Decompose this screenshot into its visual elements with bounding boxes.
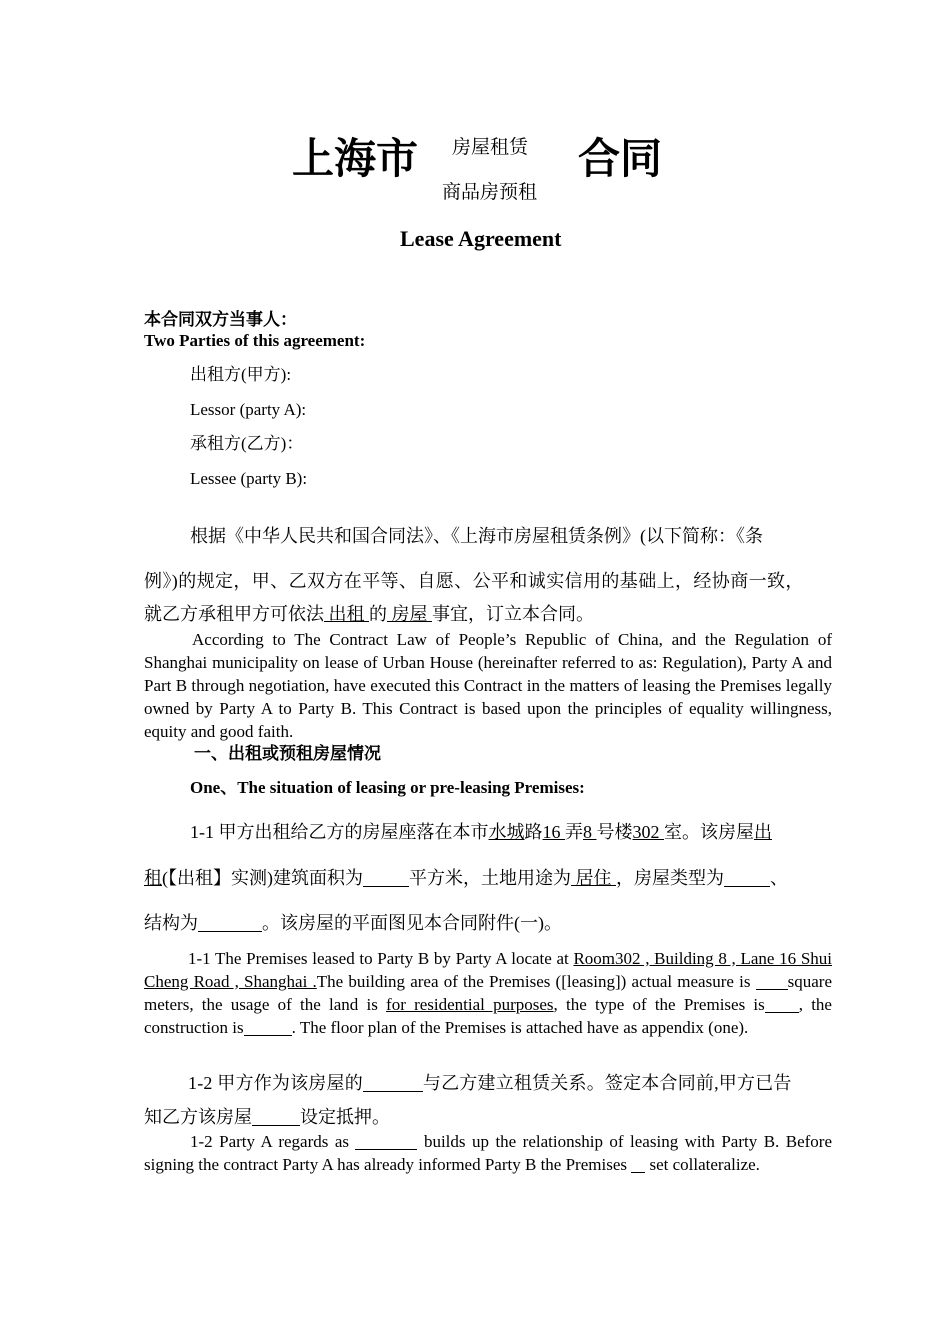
- type-en-blank: [765, 995, 799, 1013]
- identity-blank: [363, 1073, 423, 1092]
- clause1-1-cn-k: 。该房屋的平面图见本合同附件(一)。: [262, 913, 562, 933]
- area-en-blank: [756, 972, 788, 990]
- lessee-label-cn: 承租方(乙方)：: [190, 434, 304, 453]
- section1-heading-en: One、The situation of leasing or pre-leasing Premises:: [190, 778, 585, 797]
- title-english: Lease Agreement: [400, 226, 562, 251]
- road-name: 水城: [488, 822, 525, 842]
- clause1-2-cn-c: 知乙方该房屋: [144, 1107, 252, 1127]
- clause1-2-en-a: 1-2 Party A regards as: [190, 1132, 356, 1151]
- clause1-1-cn-g: 平方米，土地用途为: [409, 868, 571, 888]
- clause1-1-cn-d: 号楼: [596, 822, 633, 842]
- intro-cn-line3-c: 事宜，订立本合同。: [432, 604, 594, 624]
- structure-blank: [198, 913, 262, 932]
- clause1-1-cn-line1: [190, 822, 772, 843]
- clause1-1-cn-e: 室。该房屋: [664, 822, 754, 842]
- lane-number: 16: [542, 822, 565, 842]
- clause1-1-cn-a: 1-1 甲方出租给乙方的房屋座落在本市: [190, 822, 489, 842]
- intro-en-paragraph: According to The Contract Law of People’s Republic of China, and the Regulation of Shanghai municipality on lease of Urban House (hereinafter referred to as: Regulation), Party A and Part B through negotiation, have executed this Contract in the matters of leasing the Premises legally owned by Party A to Party B. This Contract is based upon the principles of equality willingness, equity and good faith.: [144, 630, 832, 741]
- clause1-1-cn-i: 、: [770, 868, 788, 888]
- title-option-prelease: 商品房预租: [442, 182, 538, 203]
- clause1-1-en-f: . The floor plan of the Premises is attached have as appendix (one).: [291, 1018, 749, 1037]
- premises-address: Room302 , Building 8 , Lane 16 Shui Cheng Road , Shanghai .: [144, 949, 832, 991]
- section1-heading-cn: 一、出租或预租房屋情况: [194, 744, 381, 763]
- clause1-2-en-c: set collateralize.: [645, 1155, 760, 1174]
- clause1-1-en-d: , the type of the Premises is: [553, 995, 765, 1014]
- mortgage-blank: [252, 1107, 300, 1126]
- title-city: 上海市: [292, 137, 419, 183]
- clause1-1-en-a: 1-1 The Premises leased to Party B by Party A locate at: [188, 949, 574, 968]
- intro-cn-line3-a: 就乙方承租甲方可依法: [144, 604, 324, 624]
- construction-en-blank: [244, 1018, 292, 1036]
- clause1-2-cn-a: 1-2 甲方作为该房屋的: [188, 1073, 363, 1093]
- clause1-1-cn-f: (【出租】实测)建筑面积为: [162, 868, 363, 888]
- clause1-1-cn-line2: [144, 868, 788, 889]
- lessor-label-cn: 出租方(甲方):: [190, 365, 292, 384]
- mortgage-en-blank: [631, 1155, 645, 1173]
- clause1-2-cn-line1: [188, 1073, 792, 1094]
- lessee-label-en: Lessee (party B):: [190, 469, 308, 488]
- intro-cn-line1: 根据《中华人民共和国合同法》、《上海市房屋租赁条例》(以下简称：《条: [190, 526, 763, 546]
- title-option-lease: 房屋租赁: [452, 137, 529, 158]
- parties-heading-cn: 本合同双方当事人：: [144, 310, 297, 329]
- intro-cn-line3-b: 的: [369, 604, 387, 624]
- land-usage-en: for residential purposes: [386, 995, 554, 1014]
- clause1-1-en-paragraph: [144, 947, 832, 1039]
- clause1-2-cn-d: 设定抵押。: [300, 1107, 390, 1127]
- area-blank: [363, 868, 409, 887]
- room-number: 302: [632, 822, 664, 842]
- identity-en-blank: [355, 1132, 417, 1150]
- land-usage: 居住: [571, 868, 616, 888]
- clause1-1-en-e: , the construction is: [144, 995, 832, 1037]
- parties-heading-en: Two Parties of this agreement:: [144, 331, 366, 350]
- intro-cn-line2: 例》)的规定，甲、乙双方在平等、自愿、公平和诚实信用的基础上，经协商一致，: [144, 571, 804, 591]
- clause1-1-cn-h: ，房屋类型为: [616, 868, 724, 888]
- clause1-2-cn-line2: [144, 1107, 390, 1128]
- rent-word-part1: 出: [754, 822, 772, 842]
- clause1-1-cn-j: 结构为: [144, 913, 198, 933]
- rent-word-part2: 租: [144, 868, 162, 888]
- intro-cn-premises-word: 房屋: [387, 604, 432, 624]
- lessor-label-en: Lessor (party A):: [190, 400, 307, 419]
- clause1-2-en-b: builds up the relationship of leasing with Party B. Before signing the contract Party A has already informed Party B the Premises: [144, 1132, 833, 1174]
- type-blank: [724, 868, 770, 887]
- clause1-1-cn-b: 路: [524, 822, 543, 842]
- clause1-1-cn-c: 弄: [565, 822, 583, 842]
- clause1-2-cn-b: 与乙方建立租赁关系。签定本合同前,甲方已告: [422, 1073, 792, 1093]
- intro-cn-line3: [144, 604, 594, 625]
- intro-cn-rent-word: 出租: [324, 604, 369, 624]
- clause1-1-en-c: square meters, the usage of the land is: [144, 972, 832, 1014]
- clause1-1-cn-line3: [144, 913, 562, 934]
- building-number: 8: [583, 822, 597, 842]
- clause1-2-en-paragraph: [144, 1130, 832, 1176]
- title-contract: 合同: [578, 137, 663, 183]
- clause1-1-en-b: The building area of the Premises ([leasing]) actual measure is: [316, 972, 756, 991]
